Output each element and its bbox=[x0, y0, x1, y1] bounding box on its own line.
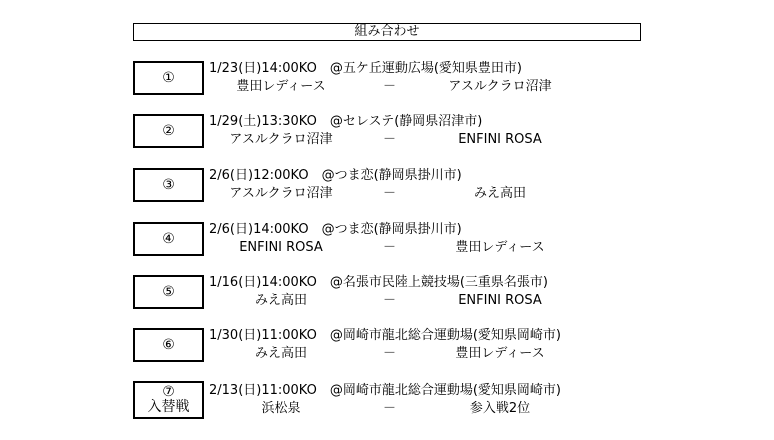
match-info: 1/30(日)11:00KO @岡崎市龍北総合運動場(愛知県岡崎市) bbox=[209, 328, 561, 343]
home-team: 豊田レディース bbox=[236, 79, 326, 94]
match-number-box bbox=[133, 381, 204, 419]
home-team: アスルクラロ沼津 bbox=[229, 132, 333, 147]
match-number: ⑤ bbox=[162, 283, 175, 300]
home-team: みえ高田 bbox=[254, 346, 307, 361]
versus-dash: － bbox=[383, 186, 397, 201]
match-number-box bbox=[133, 114, 204, 148]
versus-dash: － bbox=[383, 240, 397, 255]
match-info: 2/6(日)12:00KO @つま恋(静岡県掛川市) bbox=[209, 168, 462, 183]
home-team: 浜松泉 bbox=[261, 401, 301, 416]
match-info: 1/29(土)13:30KO @セレステ(静岡県沼津市) bbox=[209, 114, 483, 129]
match-info: 1/23(日)14:00KO @五ケ丘運動広場(愛知県豊田市) bbox=[209, 61, 522, 76]
versus-dash: － bbox=[383, 401, 397, 416]
match-number-box bbox=[133, 168, 204, 202]
match-number: ⑥ bbox=[162, 336, 175, 353]
away-team: アスルクラロ沼津 bbox=[448, 79, 552, 94]
match-number-box bbox=[133, 61, 204, 95]
home-team: ENFINI ROSA bbox=[239, 240, 323, 255]
match-number-box bbox=[133, 222, 204, 256]
versus-dash: － bbox=[383, 346, 397, 361]
schedule-header: 組み合わせ bbox=[133, 23, 641, 41]
match-number: ⑦ bbox=[162, 384, 175, 400]
home-team: アスルクラロ沼津 bbox=[229, 186, 333, 201]
match-info: 1/16(日)14:00KO @名張市民陸上競技場(三重県名張市) bbox=[209, 275, 548, 290]
away-team: 豊田レディース bbox=[455, 240, 545, 255]
away-team: 参入戦2位 bbox=[469, 401, 531, 416]
away-team: ENFINI ROSA bbox=[458, 293, 542, 308]
match-number-box bbox=[133, 275, 204, 309]
match-info: 2/6(日)14:00KO @つま恋(静岡県掛川市) bbox=[209, 222, 462, 237]
versus-dash: － bbox=[383, 79, 397, 94]
match-type-label: 入替戦 bbox=[147, 399, 190, 415]
away-team: みえ高田 bbox=[473, 186, 526, 201]
match-number: ① bbox=[162, 69, 175, 86]
match-info: 2/13(日)11:00KO @岡崎市龍北総合運動場(愛知県岡崎市) bbox=[209, 383, 561, 398]
versus-dash: － bbox=[383, 293, 397, 308]
match-number: ④ bbox=[162, 230, 175, 247]
away-team: ENFINI ROSA bbox=[458, 132, 542, 147]
home-team: みえ高田 bbox=[254, 293, 307, 308]
match-number-box bbox=[133, 328, 204, 362]
match-number: ② bbox=[162, 122, 175, 139]
versus-dash: － bbox=[383, 132, 397, 147]
match-number: ③ bbox=[162, 176, 175, 193]
away-team: 豊田レディース bbox=[455, 346, 545, 361]
